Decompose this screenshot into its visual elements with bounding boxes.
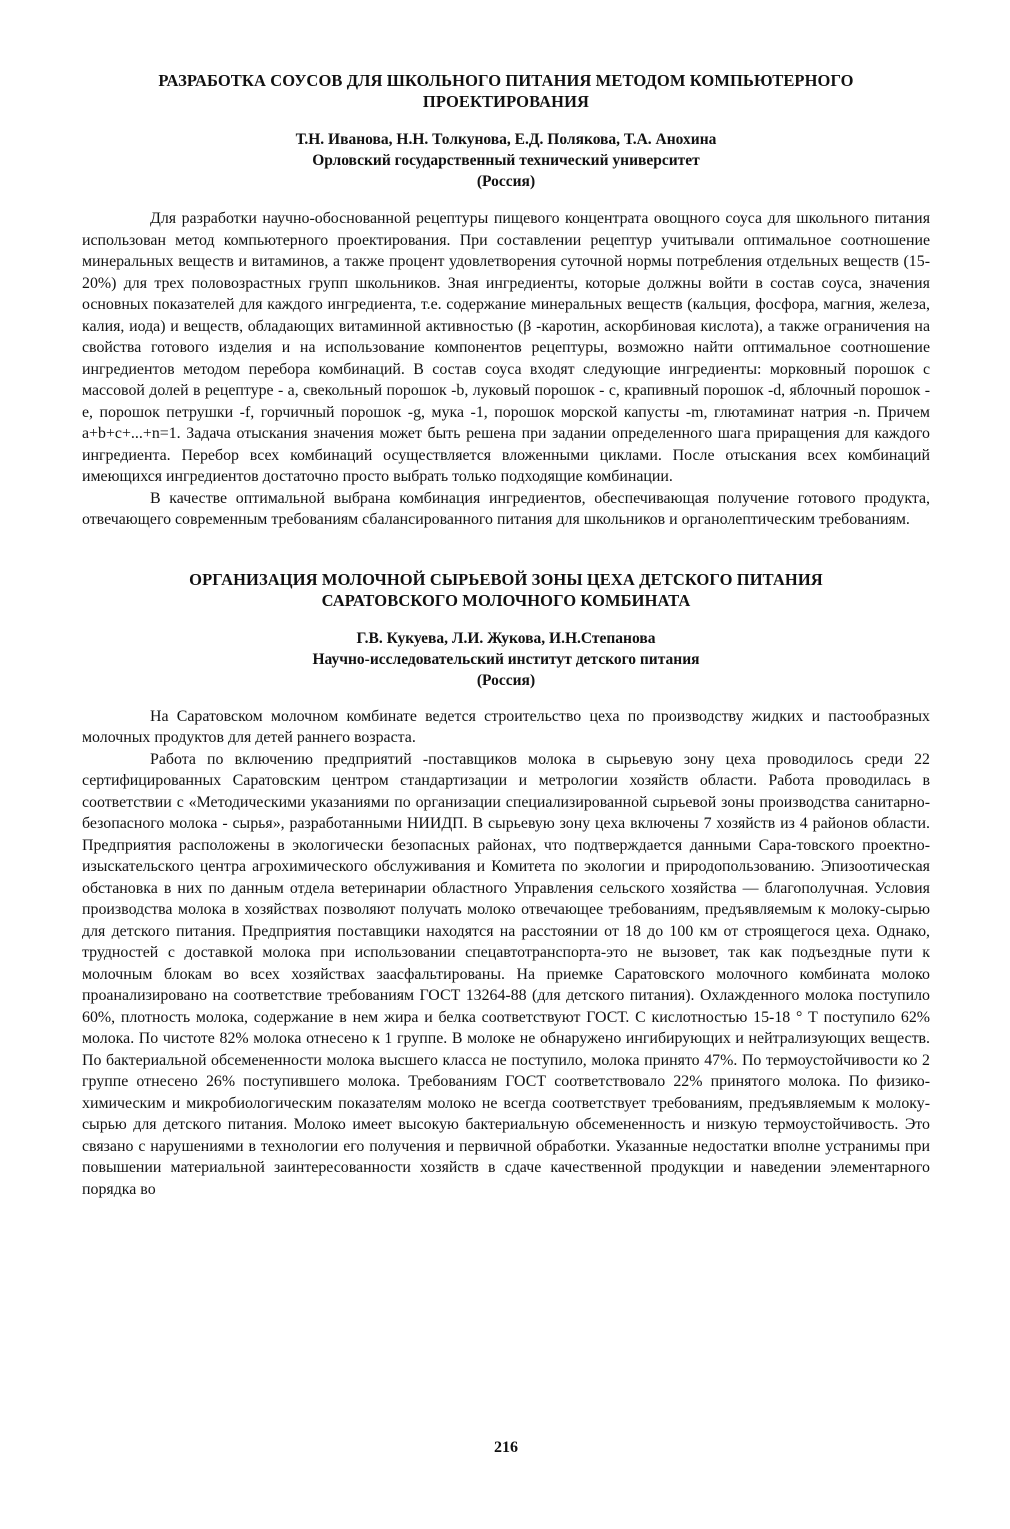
article-2-affiliation: Научно-исследовательский институт детского питания bbox=[312, 650, 700, 668]
article-2-title bbox=[82, 569, 930, 611]
article-2-authors: Г.В. Кукуева, Л.И. Жукова, И.Н.Степанова bbox=[356, 629, 656, 647]
article-1-affiliation: Орловский государственный технический университет bbox=[312, 152, 700, 169]
article-1-paragraph-2: В качестве оптимальной выбрана комбинация ингредиентов, обеспечивающая получение готового продукта, отвечающего современным требованиям сбалансированного питания для школьников и органолептическим требованиям. bbox=[82, 489, 930, 528]
document-page bbox=[82, 70, 930, 1510]
article-2-paragraph-1: На Саратовском молочном комбинате ведется строительство цеха по производству жидких и пастообразных молочных продуктов для детей раннего возраста. bbox=[82, 707, 930, 746]
article-1-title-line-2: ПРОЕКТИРОВАНИЯ bbox=[422, 92, 590, 111]
article-1-title-line-1: РАЗРАБОТКА СОУСОВ ДЛЯ ШКОЛЬНОГО ПИТАНИЯ МЕТОДОМ КОМПЬЮТЕРНОГО bbox=[158, 71, 854, 90]
article-1-authors: Т.Н. Иванова, Н.Н. Толкунова, Е.Д. Полякова, Т.А. Анохина bbox=[295, 131, 717, 148]
article-2 bbox=[82, 569, 930, 1201]
article-2-country: (Россия) bbox=[476, 671, 536, 689]
page-number: 216 bbox=[494, 1439, 518, 1456]
article-2-title-line-1: ОРГАНИЗАЦИЯ МОЛОЧНОЙ СЫРЬЕВОЙ ЗОНЫ ЦЕХА ДЕТСКОГО ПИТАНИЯ bbox=[189, 569, 823, 589]
article-1-paragraph-1: Для разработки научно-обоснованной рецептуры пищевого концентрата овощного соуса для школьного питания использован метод компьютерного проектирования. При составлении рецептур учитывали оптимальное соотношение минеральных веществ и витаминов, а также процент удовлетворения суточной нормы потребления отдельных веществ (15-20%) для трех половозрастных групп школьников. Зная ингредиенты, которые должны войти в состав соуса, значения основных показателей для каждого ингредиента, т.е. содержание минеральных веществ (кальция, фосфора, магния, железа, калия, иода) и веществ, обладающих витаминной активностью (β -каротин, аскорбиновая кислота), а также ограничения на свойства готового изделия и на использование компонентов рецептуры, возможно найти оптимальное соотношение ингредиентов методом перебора комбинаций. В состав соуса входят следующие ингредиенты: морковный порошок с массовой долей в рецептуре - a, свекольный порошок -b, луковый порошок - c, крапивный порошок -d, яблочный порошок -e, порошок петрушки -f, горчичный порошок -g, мука -1, порошок морской капусты -m, глютаминат натрия -n. Причем a+b+c+...+n=1. Задача отыскания значения может быть решена при задании определенного шага приращения для каждого ингредиента. Перебор всех комбинаций осуществляется вложенными циклами. После отыскания всех комбинаций имеющихся ингредиентов достаточно просто выбрать только подходящие комбинации. bbox=[82, 210, 930, 485]
article-1 bbox=[82, 70, 930, 531]
article-1-country: (Россия) bbox=[476, 173, 536, 190]
article-2-paragraph-2: Работа по включению предприятий -поставщиков молока в сырьевую зону цеха проводилось среди 22 сертифицированных Саратовским центром стандартизации и метрологии хозяйств области. Работа проводилась в соответствии с «Методическими указаниями по организации специализированной сырьевой зоны производства санитарно-безопасного молока - сырья», разработанными НИИДП. В сырьевую зону цеха включены 7 хозяйств из 4 районов области. Предприятия расположены в экологически безопасных районах, что подтверждается данными Сара-товского проектно-изыскательского центра агрохимического обслуживания и Комитета по экологии и природопользованию. Эпизоотическая обстановка в них по данным отдела ветеринарии областного Управления сельского хозяйства — благополучная. Условия производства молока в хозяйствах позволяют получать молоко отвечающее требованиям, предъявляемым к молоку-сырью для детского питания. Предприятия поставщики находятся на расстоянии от 18 до 100 км от строящегося цеха. Однако, трудностей с доставкой молока при использовании спецавтотранспорта-это не вызовет, так как подъездные пути к молочным блокам во всех хозяйствах заасфальтированы. На приемке Саратовского молочного комбината молоко проанализировано на соответствие требованиям ГОСТ 13264-88 (для детского питания). Охлажденного молока поступило 60%, плотность молока, содержание в нем жира и белка соответствуют ГОСТ. С кислотностью 15-18 ° Т поступило 62% молока. По чистоте 82% молока отнесено к 1 группе. В молоке не обнаружено ингибирующих и нейтрализующих веществ. По бактериальной обсемененности молока высшего класса не поступило, молока принято 47%. По термоустойчивости ко 2 группе отнесено 26% поступившего молока. Требованиям ГОСТ соответствовало 22% принятого молока. По физико-химическим и микробиологическим показателям молоко не всегда соответствует требованиям, предъявляемым к молоку-сырью для детского питания. Молоко имеет высокую бактериальную обсемененность и низкую термоустойчивость. Это связано с нарушениями в технологии его получения и первичной обработки. Указанные недостатки вполне устранимы при повышении материальной заинтересованности хозяйств в сдаче качественной продукции и наведении элементарного порядка во bbox=[82, 750, 930, 1198]
article-1-title bbox=[82, 70, 930, 112]
article-2-title-line-2: САРАТОВСКОГО МОЛОЧНОГО КОМБИНАТА bbox=[321, 590, 691, 610]
